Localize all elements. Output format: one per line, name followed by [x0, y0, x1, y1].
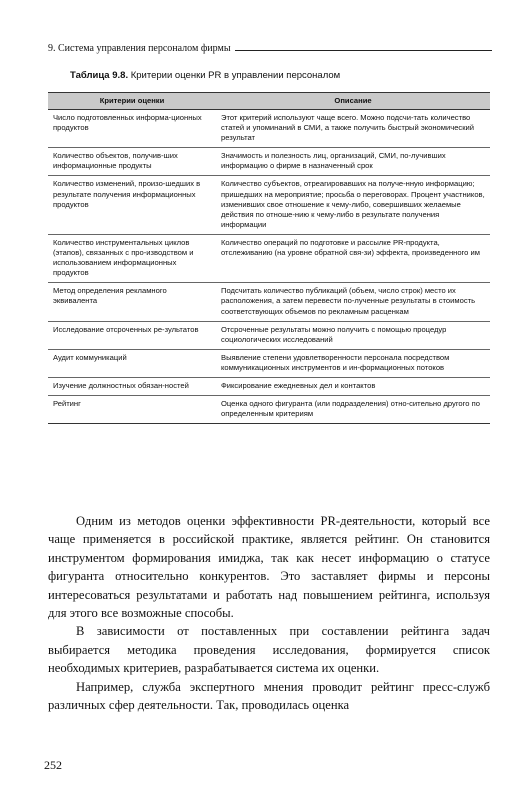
table-row [48, 349, 490, 377]
column-header-criteria: Критерии оценки [48, 93, 216, 110]
criterion-cell: Количество изменений, произо-шедших в результате получения информационных продуктов [48, 176, 216, 234]
criterion-cell: Исследование отсроченных ре-зультатов [48, 321, 216, 349]
running-title: 9. Система управления персоналом фирмы [48, 43, 231, 54]
description-cell: Отсроченные результаты можно получить с помощью процедур социологических исследований [216, 321, 490, 349]
description-cell: Количество субъектов, отреагировавших на получе-нную информацию; пришедших на мероприятие; просьба о переговорах. Процент участников, изменивших свое отношение к чему-либо, совершивших желаемые действия по отноше-нию к чему-либо в результате получения информации [216, 176, 490, 234]
table-row [48, 148, 490, 176]
criteria-table [48, 92, 490, 424]
table-caption-text: Критерии оценки PR в управлении персоналом [130, 70, 341, 81]
description-cell: Этот критерий используют чаще всего. Можно подсчи-тать количество статей и упоминаний в СМИ, а также получить быстрый экономический результат [216, 110, 490, 148]
table-row [48, 396, 490, 424]
criterion-cell: Метод определения рекламного эквивалента [48, 283, 216, 321]
criterion-cell: Рейтинг [48, 396, 216, 424]
description-cell: Фиксирование ежедневных дел и контактов [216, 377, 490, 395]
table-row [48, 283, 490, 321]
header-rule [235, 50, 492, 51]
paragraph: В зависимости от поставленных при составлении рейтинга задач выбирается методика проведения исследования, формируется список необходимых критериев, разрабатывается система их оценки. [48, 624, 490, 676]
table-row [48, 110, 490, 148]
criterion-cell: Число подготовленных информа-ционных продуктов [48, 110, 216, 148]
description-cell: Количество операций по подготовке и рассылке PR-продукта, отслеживанию (на уровне обратной свя-зи) эффекта, произведенного им [216, 234, 490, 282]
column-header-description: Описание [216, 93, 490, 110]
paragraph: Например, служба экспертного мнения проводит рейтинг пресс-служб различных сфер деятельности. Так, проводилась оценка [48, 679, 490, 713]
table-row [48, 321, 490, 349]
description-cell: Оценка одного фигуранта (или подразделения) отно-сительно другого по определенным критериям [216, 396, 490, 424]
criterion-cell: Изучение должностных обязан-ностей [48, 377, 216, 395]
criterion-cell: Аудит коммуникаций [48, 349, 216, 377]
paragraph: Одним из методов оценки эффективности PR-деятельности, который все чаще применяется в российской практике, является рейтинг. Он становится инструментом формирования имиджа, так как несет информацию о статусе фигуранта относительно конкурентов. Это заставляет фирмы и персоны интересоваться результатами и работать над повышением рейтинга, используя для этого все возможные способы. [48, 514, 490, 621]
table-row [48, 234, 490, 282]
description-cell: Подсчитать количество публикаций (объем, число строк) место их расположения, а затем перевести по-лученные результаты в стоимость соответствующих объемов по рекламным расценкам [216, 283, 490, 321]
table-caption [70, 70, 490, 81]
body-text [48, 512, 490, 714]
description-cell: Значимость и полезность лиц, организаций, СМИ, по-лучивших информацию о фирме в назначенный срок [216, 148, 490, 176]
table-caption-label: Таблица 9.8. [70, 70, 129, 81]
page-number: 252 [44, 758, 62, 772]
table-header-row [48, 93, 490, 110]
table-row [48, 377, 490, 395]
running-header [48, 38, 492, 54]
description-cell: Выявление степени удовлетворенности персонала посредством коммуникационных инструментов и ин-формационных потоков [216, 349, 490, 377]
criterion-cell: Количество объектов, получив-ших информационные продукты [48, 148, 216, 176]
criterion-cell: Количество инструментальных циклов (этапов), связанных с про-изводством и использованием информационных продуктов [48, 234, 216, 282]
table-row [48, 176, 490, 234]
